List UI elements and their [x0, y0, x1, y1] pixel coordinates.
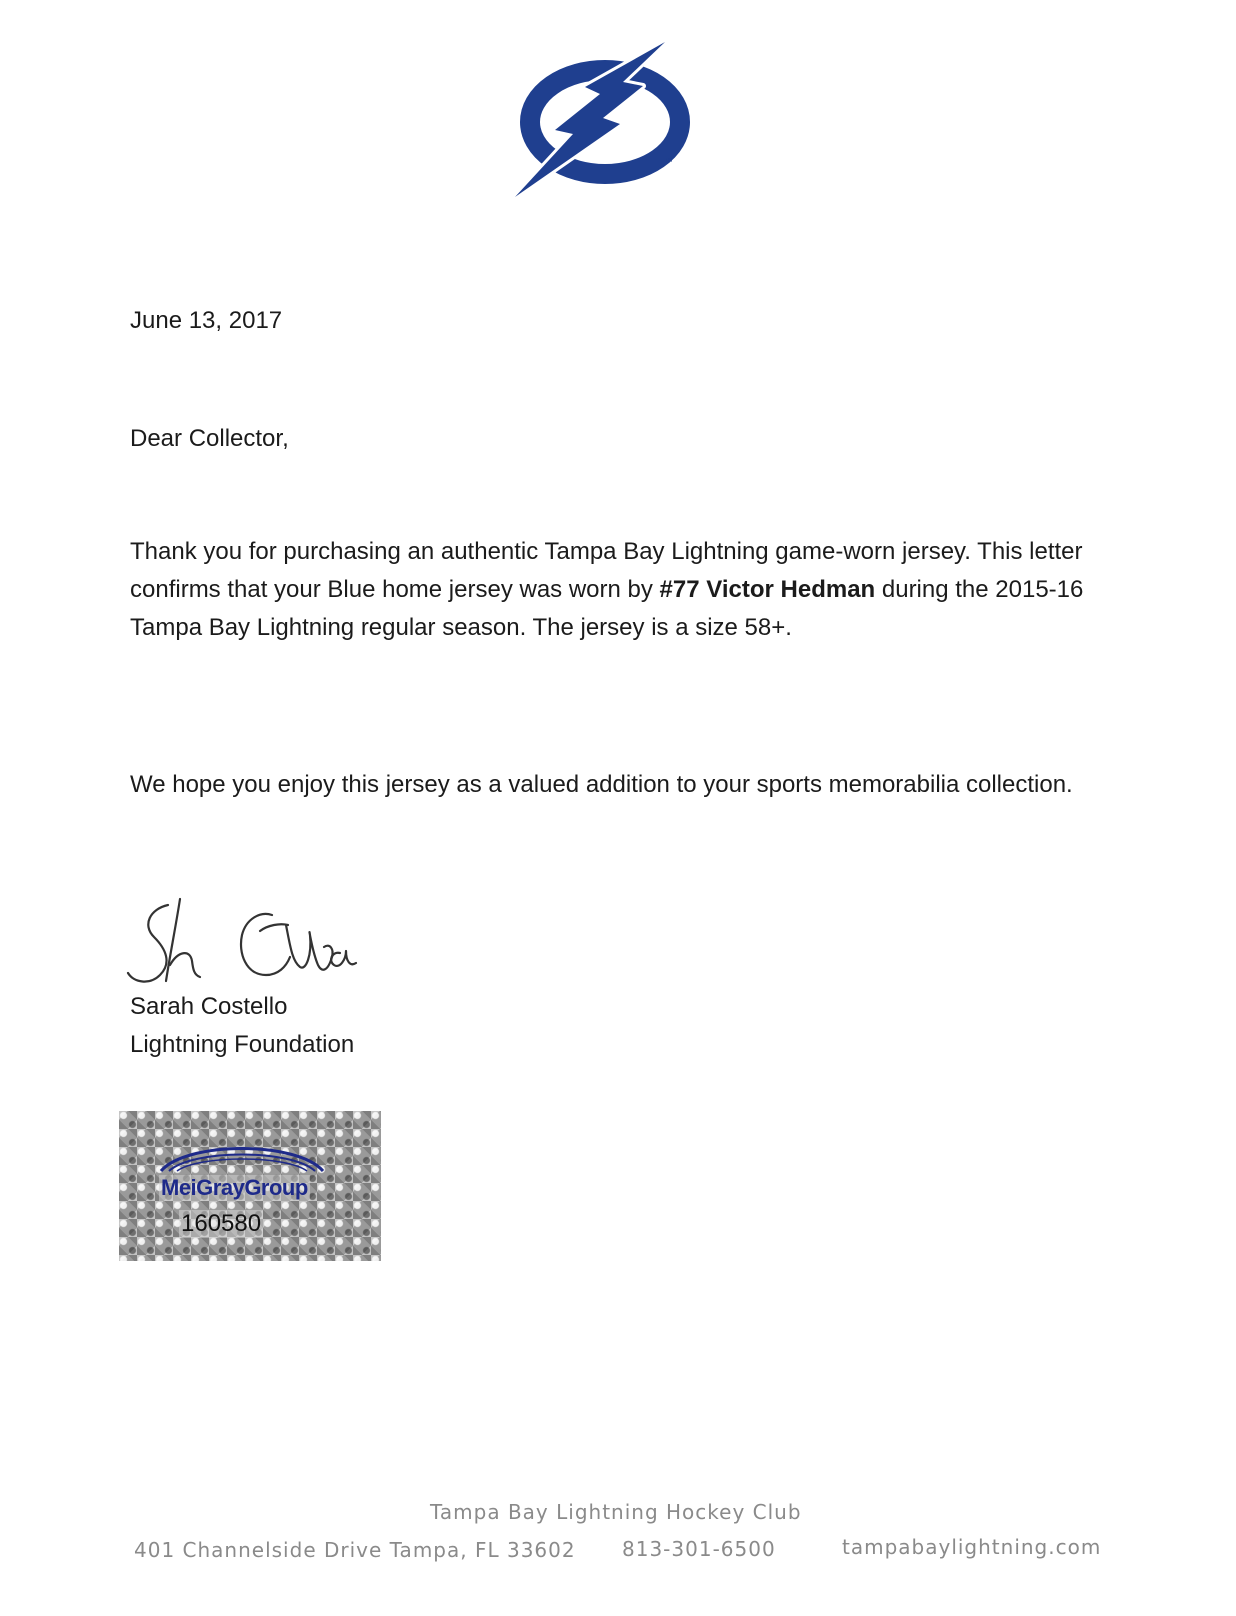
letter-paragraph-2: We hope you enjoy this jersey as a valued addition to your sports memorabilia collection.: [130, 771, 1073, 798]
paragraph-1-text-end: during the 2015-16 Tampa Bay Lightning regular season. The jersey is a size 58+.: [130, 576, 1084, 641]
authentication-hologram: [119, 1111, 381, 1261]
footer-website: tampabaylightning.com: [842, 1535, 1102, 1559]
hologram-arc-icon: [157, 1135, 327, 1175]
hologram-brand: MeiGrayGroup: [161, 1175, 308, 1200]
svg-text:TM: TM: [665, 158, 673, 164]
player-highlight: #77 Victor Hedman: [659, 576, 876, 603]
footer-address: 401 Channelside Drive Tampa, FL 33602: [134, 1538, 576, 1562]
footer-club-name: Tampa Bay Lightning Hockey Club: [430, 1500, 802, 1524]
paragraph-1-text-start: Thank you for purchasing an authentic Tampa Bay Lightning game-worn jersey. This letter confirms that your Blue home jersey was worn by: [130, 538, 1083, 603]
handwritten-signature: [120, 895, 380, 995]
letter-date: June 13, 2017: [130, 307, 283, 334]
signer-organization: Lightning Foundation: [130, 1031, 355, 1058]
letter-paragraph-1: [130, 533, 1110, 647]
hologram-serial-number: 160580: [181, 1210, 262, 1237]
letter-salutation: Dear Collector,: [130, 425, 289, 452]
signer-name: Sarah Costello: [130, 993, 288, 1020]
footer-phone: 813-301-6500: [622, 1537, 776, 1561]
lightning-bolt-logo-icon: [515, 42, 695, 207]
